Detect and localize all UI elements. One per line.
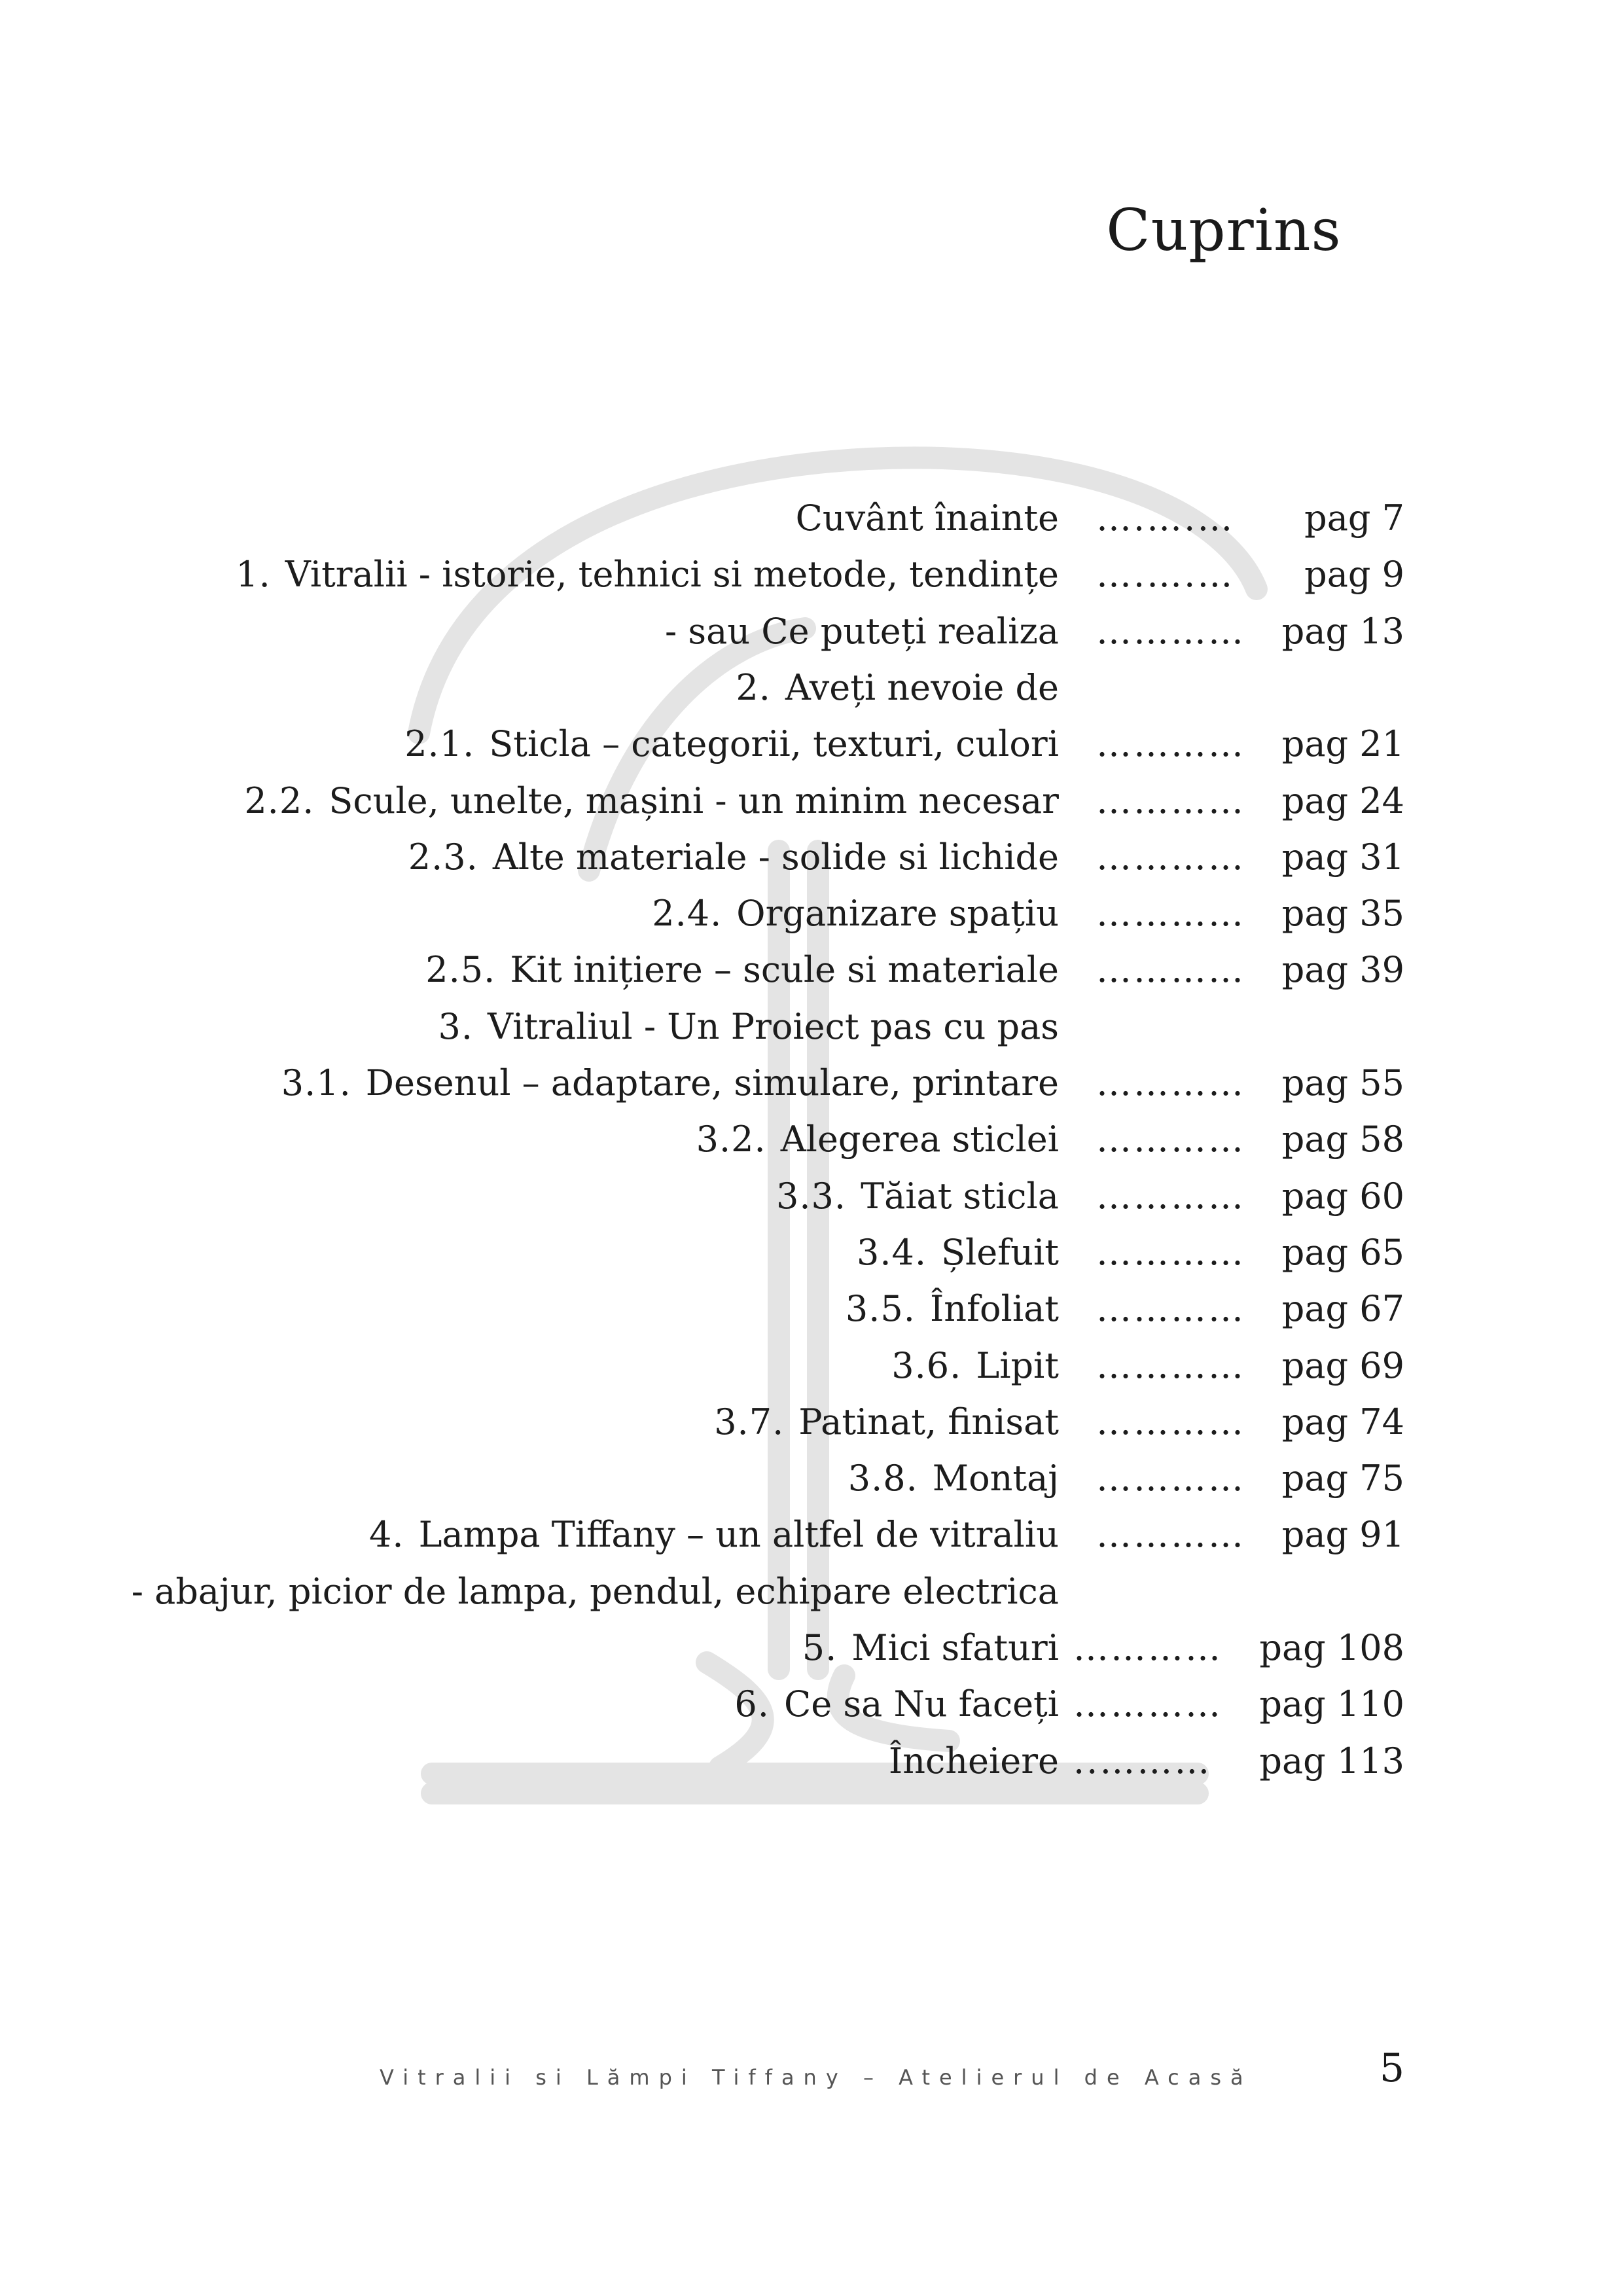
page-title: Cuprins: [1106, 196, 1342, 264]
toc-entry-label: [714, 1396, 1059, 1448]
toc-dot-leader: ..………: [1073, 1740, 1212, 1782]
toc-entry-number: 5.: [802, 1627, 838, 1668]
toc-entry-title: Sticla – categorii, texturi, culori: [489, 723, 1059, 765]
toc-entry-label: [796, 492, 1059, 545]
toc-page-ref: pag 7: [1304, 497, 1404, 539]
toc-entry-number: 3.3.: [776, 1175, 847, 1217]
toc-entry-number: 4.: [369, 1514, 404, 1556]
toc-entry-title: Patinat, finisat: [798, 1401, 1059, 1443]
toc-row[interactable]: [0, 662, 1623, 714]
toc-entry-label: [425, 944, 1059, 996]
toc-entry-label: [665, 605, 1059, 658]
toc-entry-title: - sau Ce puteți realiza: [665, 610, 1059, 652]
toc-row[interactable]: [0, 718, 1623, 770]
toc-page-ref: pag 9: [1304, 554, 1404, 596]
toc-dot-leader: …………: [1096, 893, 1245, 935]
toc-row[interactable]: [0, 605, 1623, 658]
toc-dot-leader: …………: [1096, 1231, 1245, 1273]
toc-page-ref: pag 113: [1259, 1740, 1404, 1782]
toc-row[interactable]: [0, 944, 1623, 996]
toc-entry-title: - abajur, picior de lampa, pendul, echipare electrica: [131, 1570, 1059, 1612]
toc-row[interactable]: [0, 1113, 1623, 1166]
toc-entry-number: 6.: [734, 1683, 770, 1725]
toc-entry-title: Tăiat sticla: [861, 1175, 1059, 1217]
toc-entry-title: Cuvânt înainte: [795, 497, 1059, 539]
toc-entry-title: Lipit: [976, 1344, 1059, 1386]
toc-entry-title: Alte materiale - solide si lichide: [492, 836, 1059, 878]
toc-entry-label: [736, 662, 1059, 714]
toc-row[interactable]: [0, 548, 1623, 601]
toc-dot-leader: …………: [1096, 1344, 1245, 1386]
toc-entry-number: 3.4.: [856, 1231, 927, 1273]
toc-row[interactable]: [0, 1509, 1623, 1561]
toc-page-ref: pag 65: [1281, 1231, 1404, 1273]
toc-entry-title: Montaj: [932, 1458, 1059, 1499]
toc-entry-label: [846, 1283, 1059, 1335]
toc-entry-number: 2.1.: [404, 723, 475, 765]
toc-entry-number: 3.6.: [891, 1344, 962, 1386]
toc-entry-label: [776, 1170, 1059, 1223]
toc-row[interactable]: [0, 1622, 1623, 1674]
toc-entry-title: Vitralii - istorie, tehnici si metode, tendințe: [285, 554, 1059, 596]
toc-dot-leader: ….….…: [1096, 554, 1235, 596]
toc-row[interactable]: [0, 1057, 1623, 1109]
toc-page-ref: pag 75: [1281, 1458, 1404, 1499]
toc-row[interactable]: [0, 1283, 1623, 1335]
toc-entry-label: [889, 1735, 1059, 1787]
toc-page-ref: pag 35: [1281, 893, 1404, 935]
toc-entry-number: 2.3.: [408, 836, 478, 878]
toc-dot-leader: …………: [1073, 1683, 1222, 1725]
toc-entry-label: [404, 718, 1059, 770]
toc-entry-number: 3.5.: [845, 1288, 916, 1330]
toc-entry-number: 2.4.: [652, 893, 722, 935]
toc-entry-number: 2.2.: [244, 780, 315, 821]
toc-row[interactable]: [0, 775, 1623, 827]
toc-entry-label: [132, 1566, 1059, 1618]
toc-entry-number: 3.1.: [281, 1062, 351, 1103]
toc-entry-number: 3.: [438, 1005, 474, 1047]
toc-entry-number: 2.5.: [425, 949, 496, 991]
toc-entry-number: 1.: [236, 554, 271, 596]
toc-entry-label: [696, 1113, 1059, 1166]
toc-entry-title: Organizare spațiu: [736, 893, 1059, 935]
toc-entry-title: Vitraliul - Un Proiect pas cu pas: [488, 1005, 1059, 1047]
toc-row[interactable]: [0, 1340, 1623, 1392]
toc-row[interactable]: [0, 492, 1623, 545]
toc-row[interactable]: [0, 1396, 1623, 1448]
toc-page-ref: pag 69: [1281, 1344, 1404, 1386]
toc-entry-label: [369, 1509, 1059, 1561]
toc-entry-title: Alegerea sticlei: [780, 1119, 1059, 1160]
toc-entry-number: 3.2.: [696, 1119, 766, 1160]
toc-entry-title: Încheiere: [888, 1740, 1059, 1782]
toc-row[interactable]: [0, 1452, 1623, 1505]
running-footer: Vitralii si Lămpi Tiffany – Atelierul de Acasă: [380, 2065, 1253, 2090]
toc-page-ref: pag 55: [1281, 1062, 1404, 1103]
toc-dot-leader: ….….…: [1096, 497, 1235, 539]
toc-entry-label: [438, 1001, 1059, 1053]
toc-entry-title: Desenul – adaptare, simulare, printare: [365, 1062, 1059, 1103]
toc-entry-title: Mici sfaturi: [851, 1627, 1059, 1668]
toc-dot-leader: …………: [1096, 1401, 1245, 1443]
toc-row[interactable]: [0, 831, 1623, 884]
toc-entry-title: Înfoliat: [929, 1288, 1059, 1330]
toc-page-ref: pag 21: [1281, 723, 1404, 765]
toc-entry-title: Aveți nevoie de: [785, 666, 1059, 708]
toc-dot-leader: …………: [1096, 949, 1245, 991]
toc-dot-leader: …………: [1096, 1288, 1245, 1330]
toc-entry-number: 3.7.: [714, 1401, 785, 1443]
toc-entry-label: [891, 1340, 1059, 1392]
toc-row[interactable]: [0, 1001, 1623, 1053]
toc-entry-label: [802, 1622, 1059, 1674]
toc-dot-leader: …………: [1096, 610, 1245, 652]
toc-page-ref: pag 24: [1281, 780, 1404, 821]
toc-page-ref: pag 110: [1259, 1683, 1404, 1725]
toc-page-ref: pag 74: [1281, 1401, 1404, 1443]
toc-page-ref: pag 108: [1259, 1627, 1404, 1668]
toc-dot-leader: …………: [1096, 1458, 1245, 1499]
toc-dot-leader: …………: [1096, 1119, 1245, 1160]
toc-row[interactable]: [0, 1735, 1623, 1787]
toc-page-ref: pag 13: [1281, 610, 1404, 652]
toc-row[interactable]: [0, 888, 1623, 940]
toc-entry-title: Kit inițiere – scule si materiale: [510, 949, 1059, 991]
toc-page-ref: pag 67: [1281, 1288, 1404, 1330]
toc-entry-label: [848, 1452, 1059, 1505]
toc-dot-leader: …………: [1096, 1514, 1245, 1556]
toc-entry-number: 2.: [736, 666, 771, 708]
toc-dot-leader: …………: [1073, 1627, 1222, 1668]
toc-dot-leader: …………: [1096, 1062, 1245, 1103]
toc-entry-title: Scule, unelte, mașini - un minim necesar: [329, 780, 1059, 821]
toc-row[interactable]: [0, 1678, 1623, 1731]
page-number: 5: [1379, 2045, 1404, 2091]
toc-row[interactable]: [0, 1170, 1623, 1223]
toc-dot-leader: …………: [1096, 836, 1245, 878]
toc-dot-leader: …………: [1096, 1175, 1245, 1217]
toc-entry-label: [244, 775, 1059, 827]
toc-row[interactable]: [0, 1227, 1623, 1279]
toc-page-ref: pag 31: [1281, 836, 1404, 878]
toc-entry-number: 3.8.: [847, 1458, 918, 1499]
toc-entry-label: [652, 888, 1059, 940]
toc-page-ref: pag 58: [1281, 1119, 1404, 1160]
toc-page-ref: pag 60: [1281, 1175, 1404, 1217]
toc-dot-leader: …………: [1096, 723, 1245, 765]
toc-row[interactable]: [0, 1566, 1623, 1618]
toc-entry-label: [734, 1678, 1059, 1731]
toc-entry-title: Ce sa Nu faceți: [783, 1683, 1059, 1725]
toc-entry-title: Șlefuit: [941, 1231, 1059, 1273]
toc-entry-label: [236, 548, 1059, 601]
toc-entry-label: [281, 1057, 1059, 1109]
toc-dot-leader: …………: [1096, 780, 1245, 821]
toc-entry-label: [857, 1227, 1059, 1279]
toc-entry-label: [408, 831, 1059, 884]
toc-page-ref: pag 91: [1281, 1514, 1404, 1556]
toc-page-ref: pag 39: [1281, 949, 1404, 991]
toc-entry-title: Lampa Tiffany – un altfel de vitraliu: [418, 1514, 1059, 1556]
